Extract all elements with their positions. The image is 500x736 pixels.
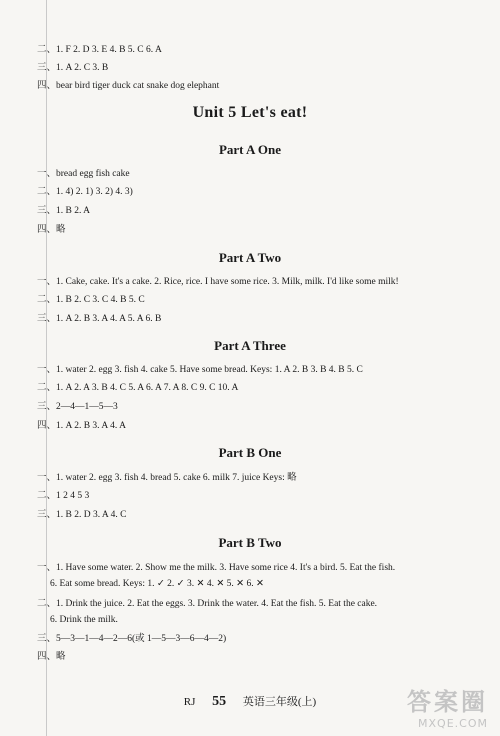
answer-line-l21: 6. Drink the milk. (50, 615, 118, 625)
answer-line-l4: 一、bread egg fish cake (37, 169, 130, 179)
section-heading-partB2: Part B Two (218, 535, 282, 550)
edition-label: RJ (183, 696, 196, 708)
answer-line-l7: 四、略 (37, 225, 66, 235)
answer-line-l19: 6. Eat some bread. Keys: 1. ✓ 2. ✓ 3. ✕ 4. ✕ 5. ✕ 6. ✕ (50, 579, 264, 589)
answer-line-l3: 四、bear bird tiger duck cat snake dog elephant (37, 81, 220, 91)
answer-line-l5: 二、1. 4) 2. 1) 3. 2) 4. 3) (37, 187, 133, 197)
watermark-url: MXQE.COM (418, 717, 488, 730)
answer-line-l6: 三、1. B 2. A (37, 206, 91, 216)
answer-line-l11: 一、1. water 2. egg 3. fish 4. cake 5. Have some bread. Keys: 1. A 2. B 3. B 4. B 5. C (37, 365, 363, 375)
answer-line-l9: 二、1. B 2. C 3. C 4. B 5. C (37, 295, 145, 305)
page-number: 55 (212, 694, 227, 709)
answer-line-l23: 四、略 (37, 652, 66, 662)
answer-line-l13: 三、2—4—1—5—3 (37, 402, 118, 412)
section-heading-unit5: Unit 5 Let's eat! (192, 104, 308, 121)
answer-line-l1: 二、1. F 2. D 3. E 4. B 5. C 6. A (37, 45, 162, 55)
answer-line-l10: 三、1. A 2. B 3. A 4. A 5. A 6. B (37, 314, 162, 324)
subject-label: 英语三年级(上) (242, 696, 317, 708)
section-heading-partA2: Part A Two (218, 250, 282, 265)
section-heading-partA1: Part A One (218, 142, 282, 157)
watermark-logo (407, 682, 488, 730)
answer-line-l18: 一、1. Have some water. 2. Show me the milk. 3. Have some rice 4. It's a bird. 5. Eat the fish. (37, 563, 396, 573)
watermark-title: 答案圈 (407, 688, 488, 716)
section-heading-partB1: Part B One (218, 445, 282, 460)
answer-line-l20: 二、1. Drink the juice. 2. Eat the eggs. 3. Drink the water. 4. Eat the fish. 5. Eat the cake. (37, 599, 378, 609)
answer-line-l8: 一、1. Cake, cake. It's a cake. 2. Rice, rice. I have some rice. 3. Milk, milk. I'd like some milk! (37, 277, 399, 287)
answer-line-l16: 二、1 2 4 5 3 (37, 491, 90, 501)
answer-line-l15: 一、1. water 2. egg 3. fish 4. bread 5. cake 6. milk 7. juice Keys: 略 (37, 473, 297, 483)
answer-line-l12: 二、1. A 2. A 3. B 4. C 5. A 6. A 7. A 8. C 9. C 10. A (37, 383, 239, 393)
answer-line-l17: 三、1. B 2. D 3. A 4. C (37, 510, 127, 520)
answer-line-l2: 三、1. A 2. C 3. B (37, 63, 109, 73)
section-heading-partA3: Part A Three (214, 338, 286, 353)
answer-line-l22: 三、5—3—1—4—2—6(或 1—5—3—6—4—2) (37, 634, 227, 644)
answer-line-l14: 四、1. A 2. B 3. A 4. A (37, 421, 126, 431)
